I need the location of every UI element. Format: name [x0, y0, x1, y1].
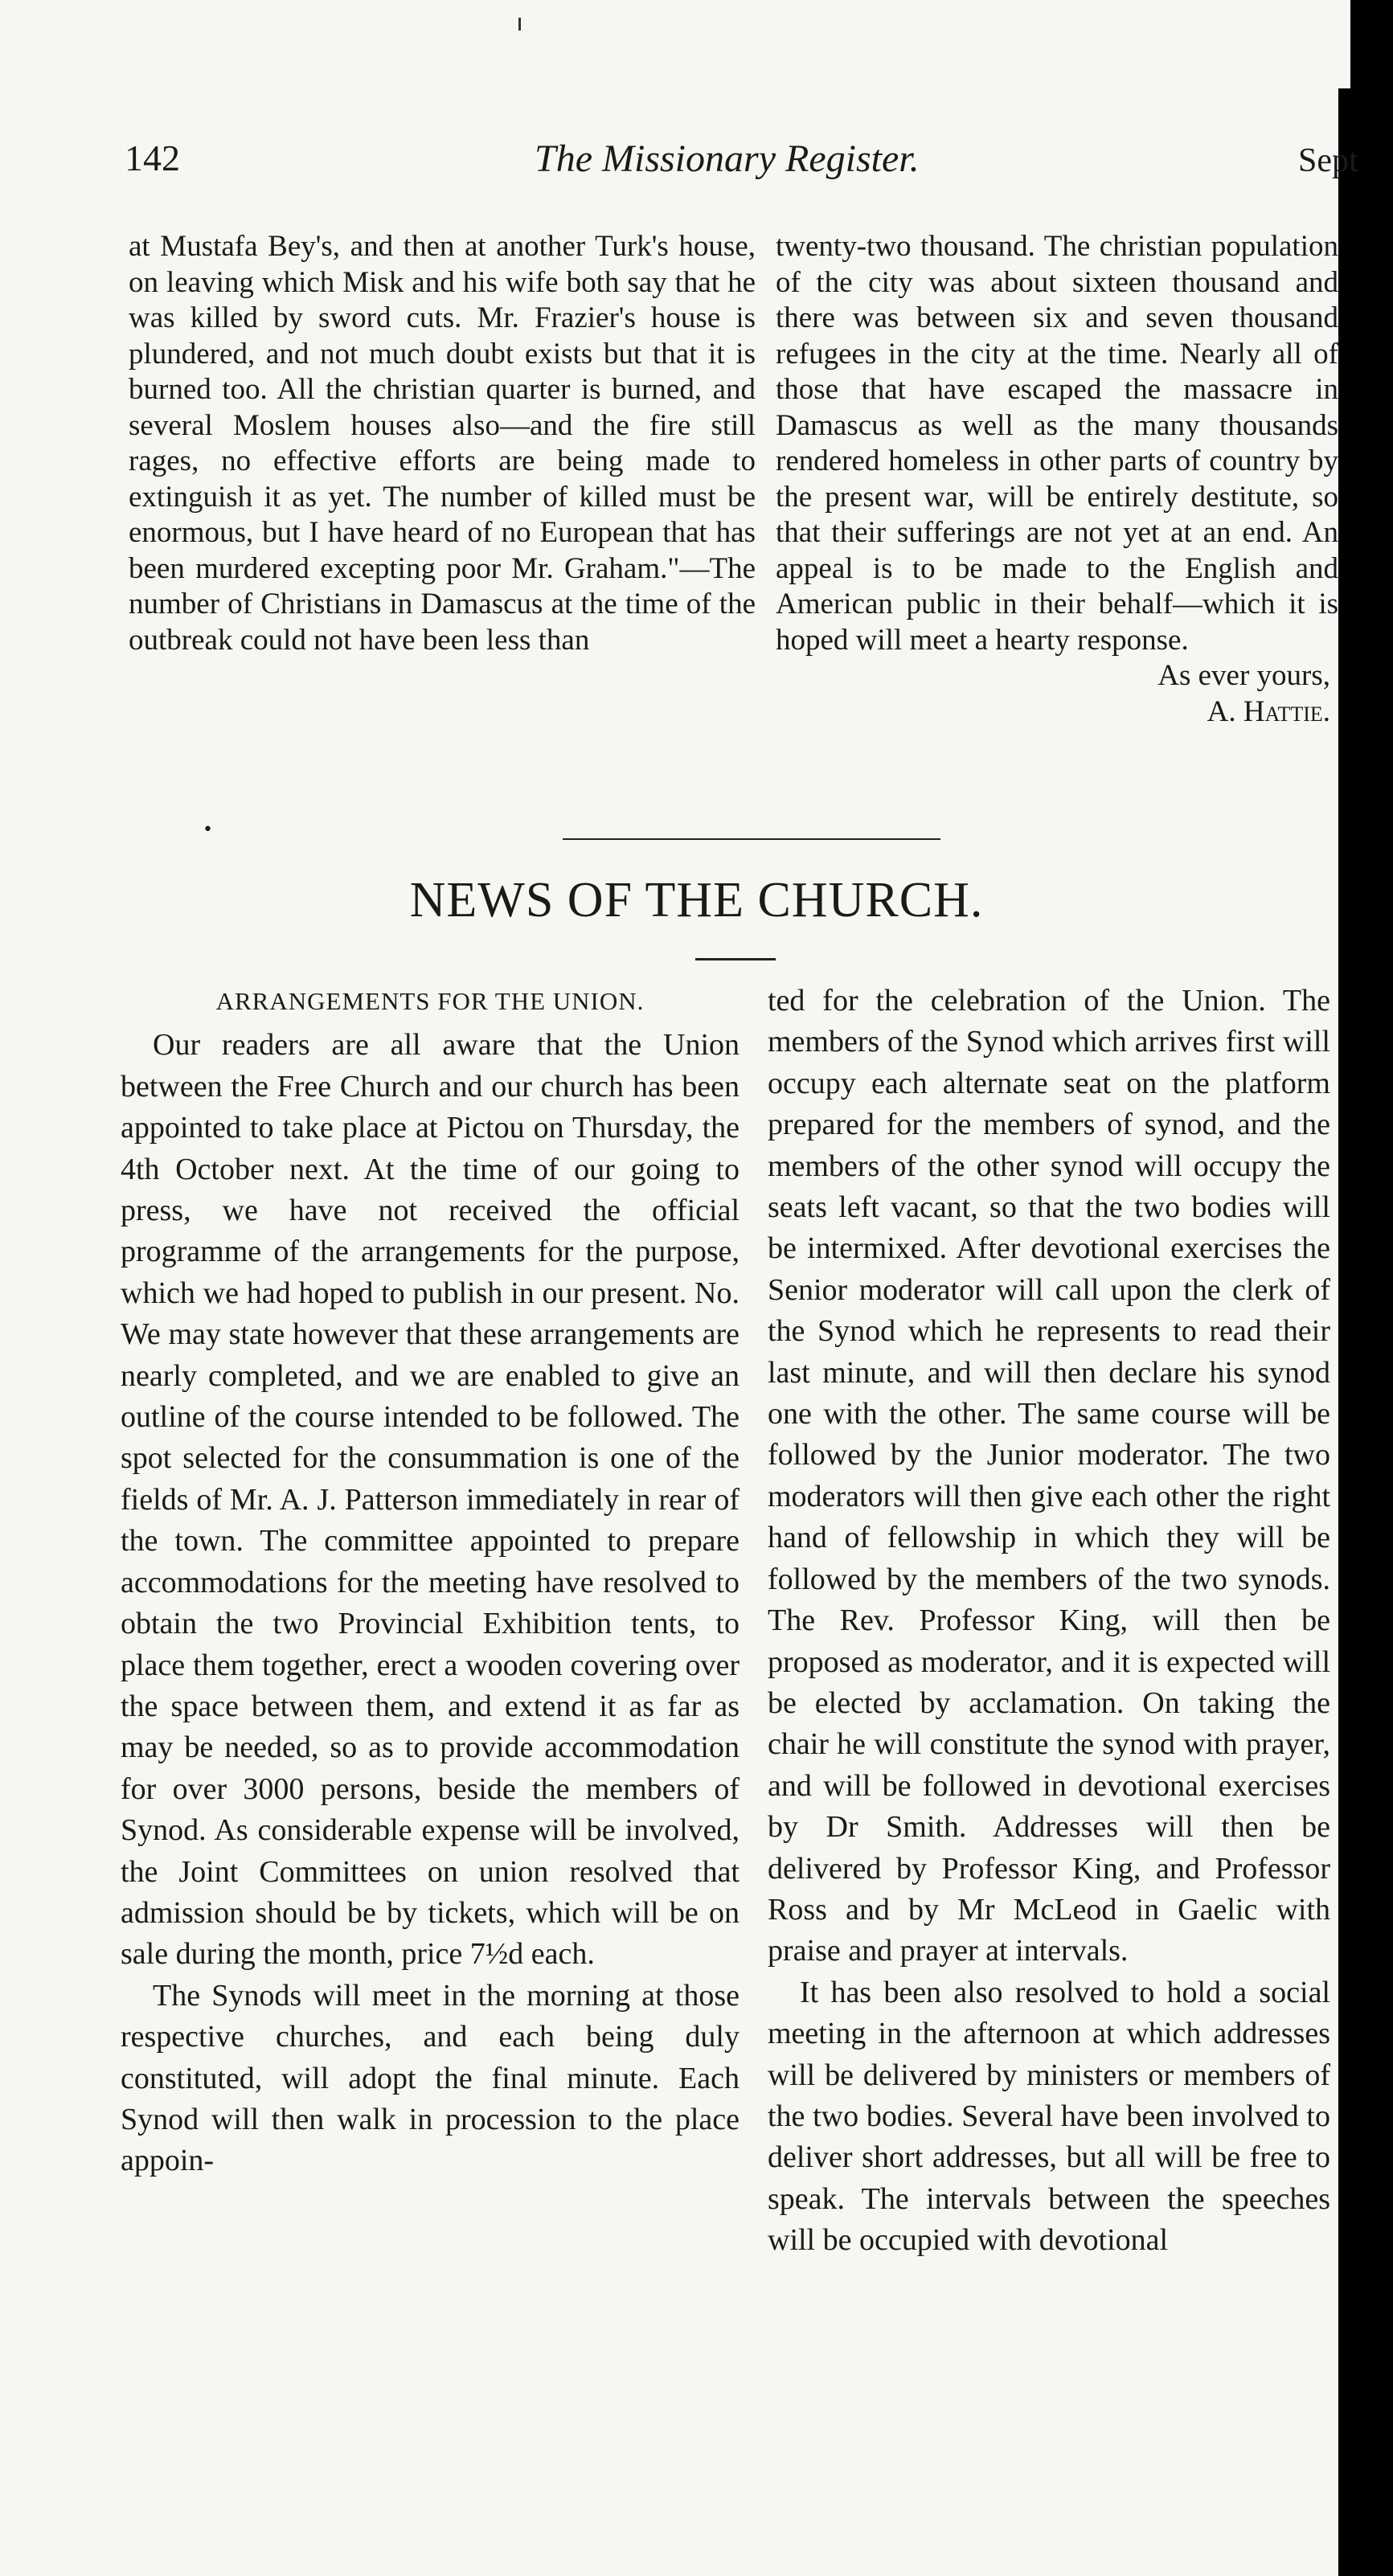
letter-closing: As ever yours,	[1157, 659, 1330, 692]
ink-dot: •	[203, 820, 213, 840]
scan-mark	[518, 18, 521, 31]
article-paragraph: Our readers are all aware that the Union between the Free Church and our church has been appointed to take place at Pictou on Thursday, the 4th October next. At the time of our going to press, we have not received the official programme of the arrangements for the purpose, which we had hoped to publish in our present. No. We may state however that these arrangements are nearly completed, and we are enabled to give an outline of the course intended to be followed. The spot selected for the consummation is one of the fields of Mr. A. J. Patterson immediately in rear of the town. The committee appointed to prepare accommodations for the meeting have resolved to obtain the two Provincial Exhibition tents, to place them together, erect a wooden covering over the space between them, and extend it as far as may be needed, so as to provide accommodation for over 3000 persons, beside the members of Synod. As considerable expense will be involved, the Joint Committees on union resolved that admission should be by tickets, which will be on sale during the month, price 7½d each.	[121, 1028, 740, 1972]
scan-edge-shadow-top	[1350, 0, 1393, 88]
article-paragraph: It has been also resolved to hold a social meeting in the afternoon at which addresses will be delivered by ministers or members of the two bodies. Several have been involved to deliver short addresses, but all will be free to speak. The intervals between the speeches will be occupied with devotional	[768, 1975, 1330, 2258]
letter-right-text: twenty-two thousand. The christian population of the city was about sixteen thousand and there was between six and seven thousand refugees in the city at the time. Nearly all of those that have escaped the massacre in Damascus as well as the many thousands rendered homeless in other parts of country by the present war, will be entirely destitute, so that their sufferings are not yet at an end. An appeal is to be made to the English and American public in their behalf—which it is hoped will meet a hearty response.	[776, 230, 1338, 657]
letter-left-text: at Mustafa Bey's, and then at another Turk's house, on leaving which Misk and his wife both say that he was killed by sword cuts. Mr. Frazier's house is plundered, and not much doubt exists but that it is burned too. All the christian quarter is burned, and several Moslem houses also—and the fire still rages, no effective efforts are being made to extinguish it as yet. The number of killed must be enormous, but I have heard of no European that has been murdered excepting poor Mr. Graham."—The number of Christians in Damascus at the time of the outbreak could not have been less than	[129, 230, 756, 657]
letter-signature: A. Hattie.	[1207, 694, 1330, 728]
article-heading: ARRANGEMENTS FOR THE UNION.	[215, 987, 645, 1015]
article-paragraph: The Synods will meet in the morning at those respective churches, and each being duly constituted, will adopt the final minute. Each Synod will then walk in procession to the place appoin-	[121, 1978, 740, 2178]
letter-right-column	[776, 229, 1338, 730]
running-header	[0, 137, 1393, 185]
running-title: The Missionary Register.	[535, 137, 920, 180]
section-divider	[563, 838, 940, 840]
article-left-column	[121, 981, 740, 2182]
scan-edge-shadow	[1338, 88, 1393, 2576]
title-underline	[695, 958, 776, 960]
article-paragraph: ted for the celebration of the Union. The members of the Synod which arrives first will occupy each alternate seat on the platform prepared for the members of synod, and the members of the other synod will occupy the seats left vacant, so that the two bodies will be intermixed. After devotional exercises the Senior moderator will call upon the clerk of the Synod which he represents to read their last minute, and will then declare his synod one with the other. The same course will be followed by the Junior moderator. The two moderators will then give each other the right hand of fellowship in which they will be followed by the members of the two synods. The Rev. Professor King, will then be proposed as moderator, and it is expected will be elected by acclamation. On taking the chair he will constitute the synod with prayer, and will be followed in devotional exercises by Dr Smith. Addresses will then be delivered by Professor King, and Professor Ross and by Mr McLeod in Gaelic with praise and prayer at intervals.	[768, 984, 1330, 1968]
article-right-column	[768, 981, 1330, 2262]
page-number: 142	[125, 137, 180, 178]
running-month: Sept	[1298, 142, 1358, 179]
section-title: NEWS OF THE CHURCH.	[409, 873, 984, 928]
letter-left-column	[129, 229, 756, 658]
